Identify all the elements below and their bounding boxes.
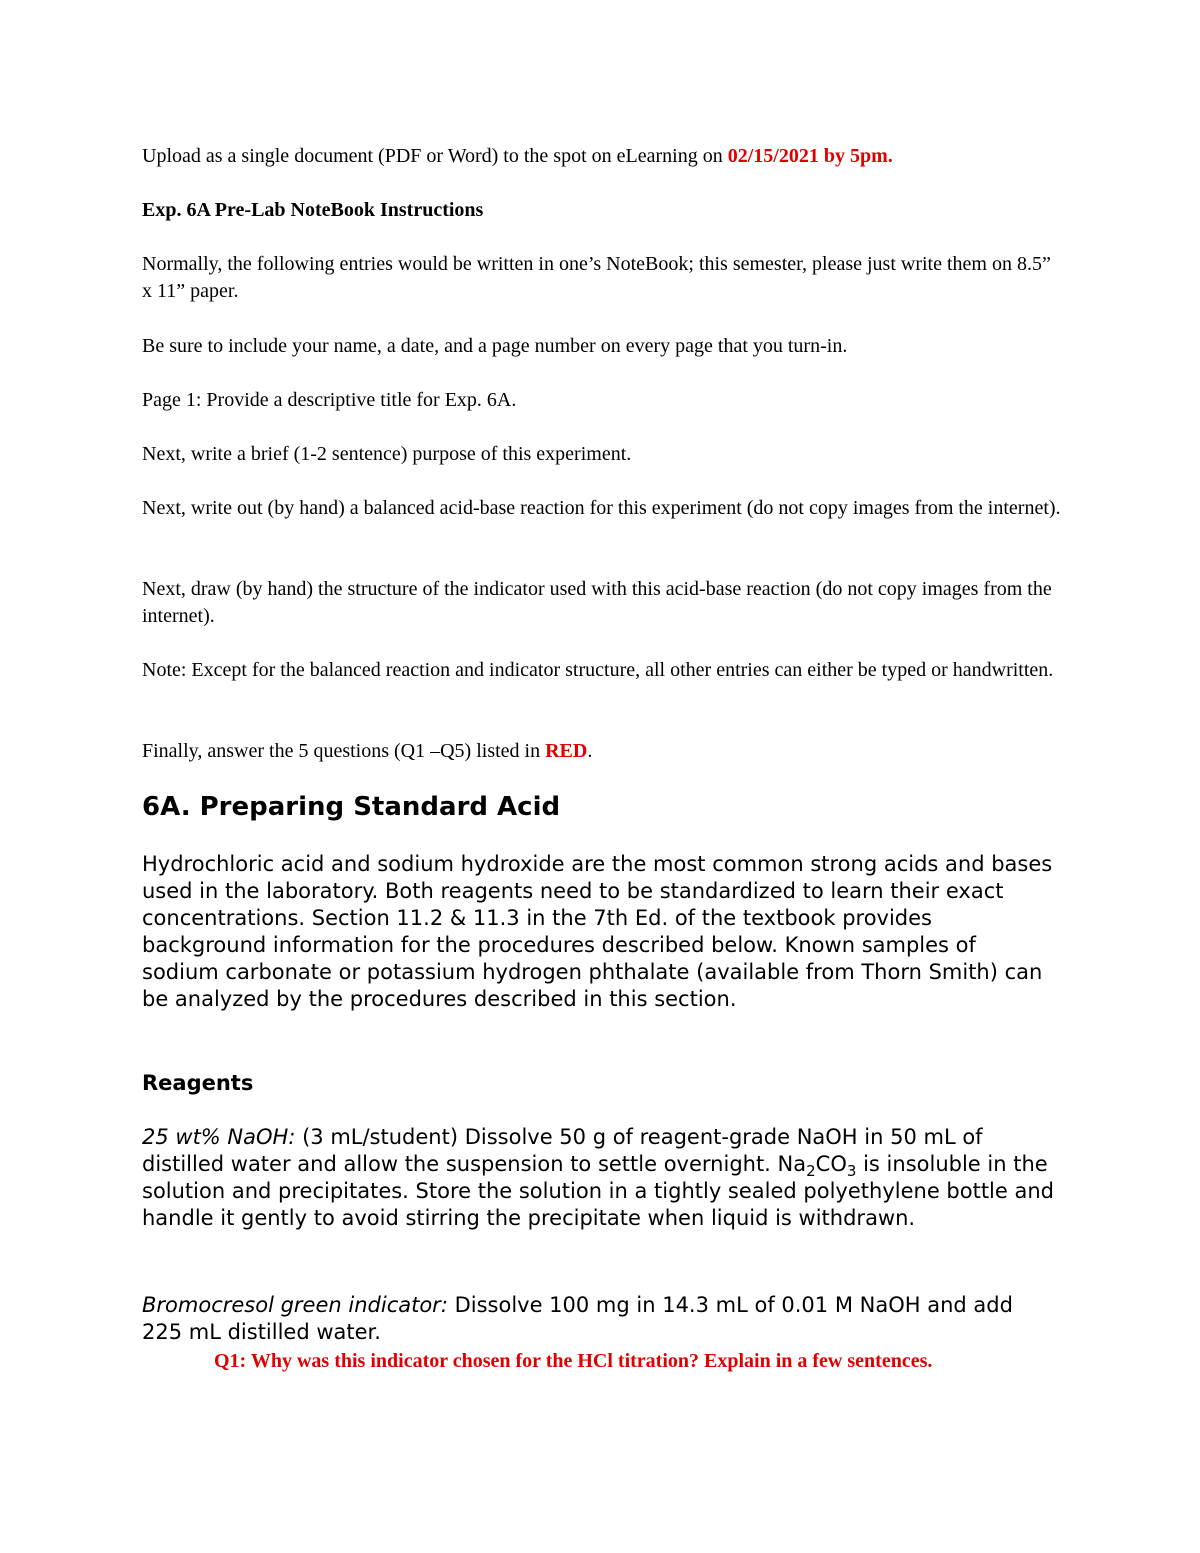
reagent-bromocresol [142, 1292, 1057, 1346]
paragraph-page1: Page 1: Provide a descriptive title for Exp. 6A. [142, 389, 517, 411]
section-heading: 6A. Preparing Standard Acid [142, 792, 561, 822]
due-date: 02/15/2021 by 5pm. [727, 145, 893, 167]
naoh-subscript-3: 3 [846, 1162, 857, 1180]
naoh-text-c: is insoluble in the solution and precipitates. Store the solution in a tightly sealed polyethylene bottle and handle it gently to avoid stirring the precipitate when liquid is withdrawn. [142, 1152, 1054, 1230]
bcg-label: Bromocresol green indicator: [142, 1293, 448, 1317]
naoh-subscript-2: 2 [806, 1162, 816, 1180]
section-intro: Hydrochloric acid and sodium hydroxide are the most common strong acids and bases used in the laboratory. Both reagents need to be standardized to learn their exact concentrations. Section 11.2 & 11.3 in the 7th Ed. of the textbook provides background information for the procedures described below. Known samples of sodium carbonate or potassium hydrogen phthalate (available from Thorn Smith) can be analyzed by the procedures described in this section. [142, 852, 1053, 1011]
bcg-text: Dissolve 100 mg in 14.3 mL of 0.01 M NaOH and add 225 mL distilled water. [142, 1293, 1013, 1344]
paragraph-note: Note: Except for the balanced reaction and indicator structure, all other entries can either be typed or handwritten. [142, 659, 1054, 681]
instructions-title: Exp. 6A Pre-Lab NoteBook Instructions [142, 199, 484, 221]
paragraph-reaction: Next, write out (by hand) a balanced acid-base reaction for this experiment (do not copy images from the internet). [142, 497, 1061, 519]
reagent-naoh [142, 1124, 1057, 1232]
finally-red-word: RED [545, 740, 588, 762]
paragraph-finally [142, 738, 1062, 765]
upload-instruction [142, 143, 1062, 170]
paragraph-structure: Next, draw (by hand) the structure of the indicator used with this acid-base reaction (do not copy images from the internet). [142, 578, 1052, 627]
question-q1: Q1: Why was this indicator chosen for the HCl titration? Explain in a few sentences. [214, 1350, 933, 1372]
paragraph-purpose: Next, write a brief (1-2 sentence) purpose of this experiment. [142, 443, 632, 465]
naoh-text-a: (3 mL/student) Dissolve 50 g of reagent-grade NaOH in 50 mL of distilled water and allow the suspension to settle overnight. Na [142, 1125, 983, 1176]
naoh-label: 25 wt% NaOH: [142, 1125, 296, 1149]
finally-text: Finally, answer the 5 questions (Q1 –Q5) listed in [142, 740, 546, 762]
paragraph-normally: Normally, the following entries would be written in one’s NoteBook; this semester, please just write them on 8.5” x 11” paper. [142, 253, 1051, 302]
upload-text: Upload as a single document (PDF or Word) to the spot on eLearning on [142, 145, 728, 167]
paragraph-be-sure: Be sure to include your name, a date, and a page number on every page that you turn-in. [142, 335, 848, 357]
finally-period: . [587, 740, 593, 762]
reagents-heading: Reagents [142, 1071, 254, 1095]
naoh-text-b: CO [815, 1152, 847, 1176]
